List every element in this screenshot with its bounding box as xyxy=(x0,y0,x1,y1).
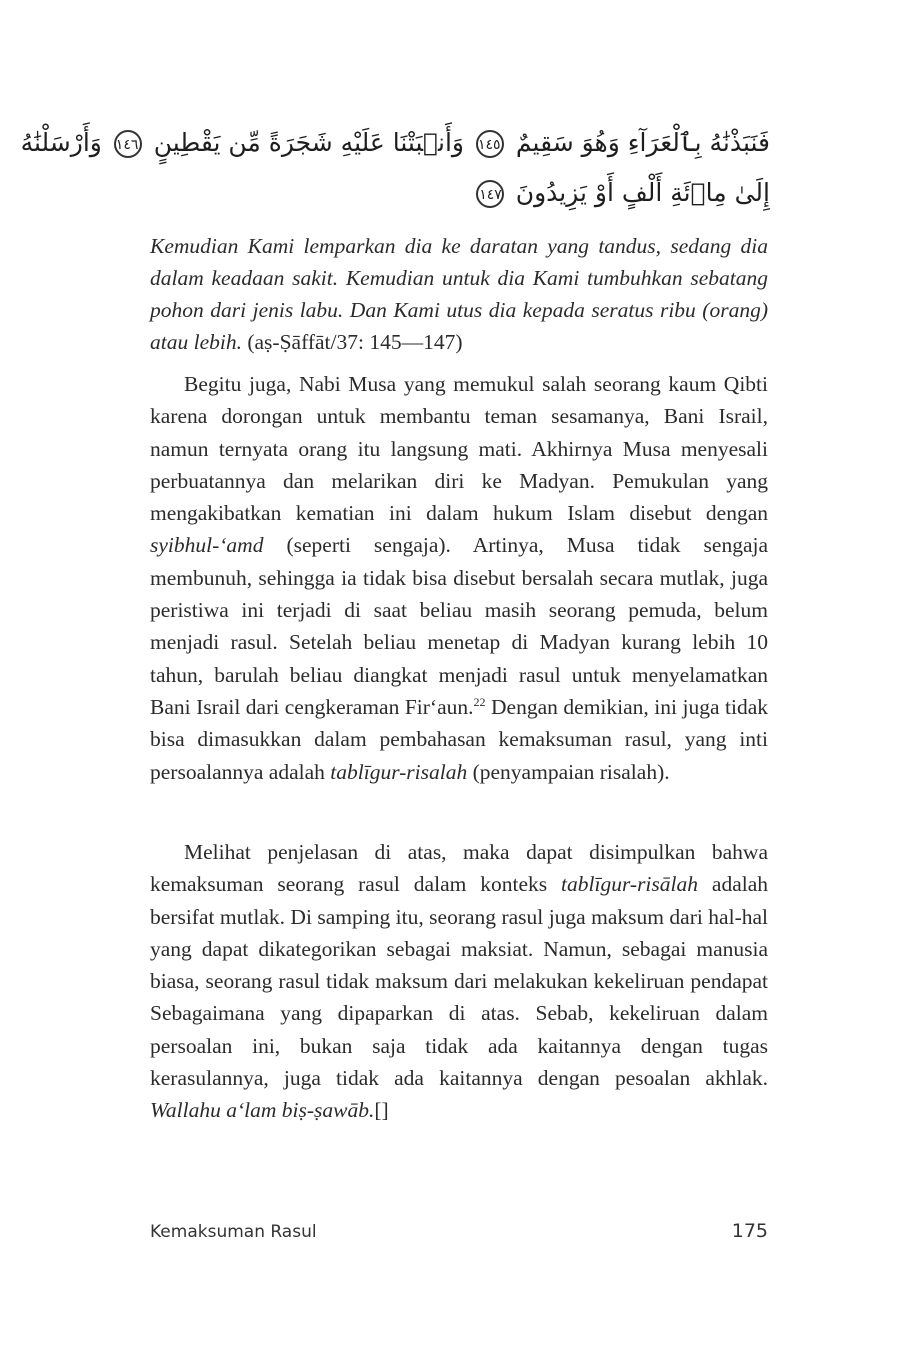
ayah-number-marker: ١٤٥ xyxy=(476,130,504,158)
quran-verse-line-1 xyxy=(20,118,770,168)
translation-text: Kemudian Kami lemparkan dia ke daratan yang tandus, sedang dia dalam keadaan sakit. Kemudian untuk dia Kami tumbuhkan sebatang pohon dari jenis labu. Dan Kami utus dia kepada seratus ribu (orang) atau lebih. xyxy=(150,234,768,354)
ayah-number-marker: ١٤٦ xyxy=(114,130,142,158)
verse-segment: إِلَىٰ مِا۟ئَةِ أَلْفٍ أَوْ يَزِيدُونَ xyxy=(515,178,770,207)
verse-citation: (aṣ-Ṣāffāt/37: 145—147) xyxy=(247,330,463,354)
paragraph-text: Melihat penjelasan di atas, maka dapat disimpulkan bahwa kemaksuman seorang rasul dalam konteks xyxy=(150,840,768,897)
verse-segment: فَنَبَذْنَٰهُ بِٱلْعَرَآءِ وَهُوَ سَقِيمٌ xyxy=(515,128,770,157)
end-mark: [] xyxy=(374,1098,389,1123)
footnote-reference[interactable]: 22 xyxy=(473,694,486,709)
term-tabligur-risalah: tablīgur-risalah xyxy=(330,759,468,784)
paragraph-conclusion xyxy=(150,836,768,1127)
closing-phrase: Wallahu a‘lam biṣ-ṣawāb. xyxy=(150,1098,375,1123)
paragraph-text: (penyampaian risalah). xyxy=(472,759,670,784)
paragraph-text: adalah bersifat mutlak. Di samping itu, seorang rasul juga maksum dari hal-hal yang dapat dikategorikan sebagai maksiat. Namun, sebagai manusia biasa, seorang rasul tidak maksum dari melakukan kekeliruan pendapat Sebagaimana yang dipaparkan di atas. Sebab, kekeliruan dalam persoalan ini, bukan saja tidak ada kaitannya dengan tugas kerasulannya, juga tidak ada kaitannya dengan pesoalan akhlak. xyxy=(150,872,769,1091)
quran-verse-line-2 xyxy=(375,168,770,218)
verse-translation xyxy=(150,230,768,358)
paragraph-text: Begitu juga, Nabi Musa yang memukul salah seorang kaum Qibti karena dorongan untuk membantu teman sesamanya, Bani Israil, namun ternyata orang itu langsung mati. Akhirnya Musa menyesali perbuatannya dan melarikan diri ke Madyan. Pemukulan yang mengakibatkan kematian ini dalam hukum Islam disebut dengan xyxy=(150,372,768,526)
term-syibhul-amd: syibhul-‘amd xyxy=(150,533,264,558)
paragraph-musa xyxy=(150,368,768,788)
running-footer-title: Kemaksuman Rasul xyxy=(150,1222,317,1242)
verse-segment: وَأَنۢبَتْنَا عَلَيْهِ شَجَرَةً مِّن يَقْطِينٍ xyxy=(153,128,464,157)
ayah-number-marker: ١٤٧ xyxy=(476,180,504,208)
term-tabligur-risalah: tablīgur-risālah xyxy=(561,872,698,897)
paragraph-text: (seperti sengaja). Artinya, Musa tidak sengaja membunuh, sehingga ia tidak bisa disebut bersalah secara mutlak, juga peristiwa ini terjadi di saat beliau masih seorang pemuda, belum menjadi rasul. Setelah beliau menetap di Madyan kurang lebih 10 tahun, barulah beliau diangkat menjadi rasul untuk menyelamatkan Bani Israil dari cengkeraman Fir‘aun. xyxy=(150,533,768,719)
verse-segment: وَأَرْسَلْنَٰهُ xyxy=(20,128,102,157)
page-number: 175 xyxy=(731,1220,768,1242)
paragraph-text: Dengan demikian, ini juga tidak bisa dimasukkan dalam pembahasan kemaksuman rasul, yang inti persoalannya adalah xyxy=(150,694,769,784)
